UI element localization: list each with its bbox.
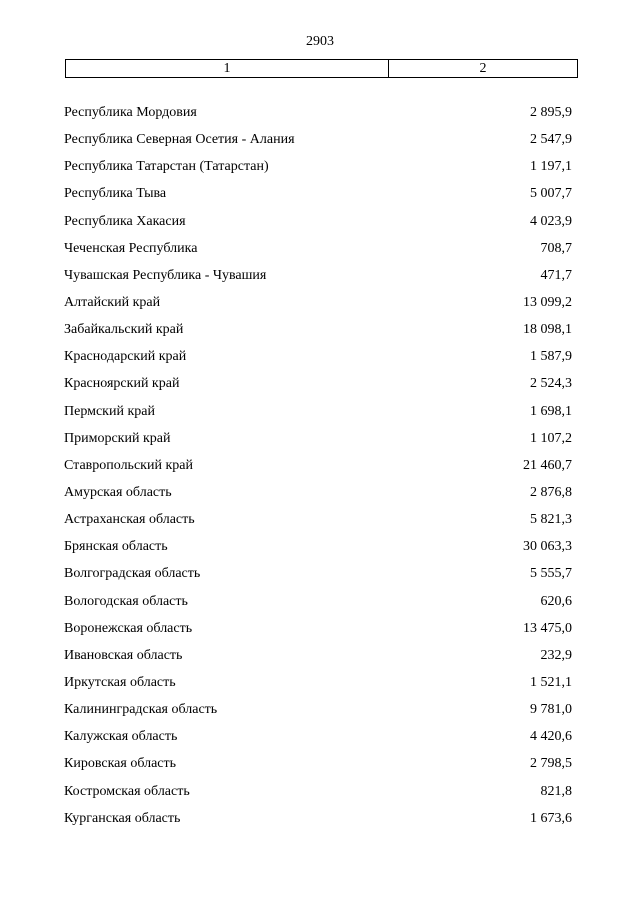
region-name: Чувашская Республика - Чувашия — [64, 267, 267, 283]
region-name: Кировская область — [64, 756, 177, 772]
column-header-2: 2 — [479, 61, 487, 76]
region-name: Воронежская область — [64, 620, 193, 636]
region-value: 708,7 — [540, 240, 572, 256]
region-name: Волгоградская область — [64, 566, 201, 582]
region-name: Курганская область — [64, 810, 181, 826]
table-row — [64, 754, 572, 781]
table-row — [64, 184, 572, 211]
region-name: Калининградская область — [64, 702, 218, 718]
region-name: Республика Хакасия — [64, 213, 186, 229]
region-name: Амурская область — [64, 484, 172, 500]
region-name: Чеченская Республика — [64, 240, 198, 256]
region-value: 2 895,9 — [530, 105, 572, 120]
table-row — [64, 429, 572, 456]
region-name: Алтайский край — [64, 294, 161, 310]
region-name: Иркутская область — [64, 674, 176, 690]
table-row — [64, 157, 572, 184]
region-name: Приморский край — [64, 430, 171, 446]
region-name: Республика Мордовия — [64, 105, 197, 120]
table-row — [64, 483, 572, 510]
region-value: 13 099,2 — [523, 294, 572, 310]
table-row — [64, 782, 572, 809]
column-header-1: 1 — [66, 60, 389, 77]
region-value: 821,8 — [540, 783, 572, 799]
region-name: Вологодская область — [64, 593, 188, 609]
region-name: Республика Тыва — [64, 186, 167, 202]
region-name: Пермский край — [64, 403, 155, 419]
region-value: 1 698,1 — [530, 403, 572, 419]
region-value: 471,7 — [540, 267, 572, 283]
table-row — [64, 212, 572, 239]
table-row — [64, 727, 572, 754]
table-row — [64, 347, 572, 374]
region-value: 1 521,1 — [530, 674, 572, 690]
region-value: 21 460,7 — [523, 457, 572, 473]
region-value: 4 420,6 — [530, 729, 572, 745]
region-value: 30 063,3 — [523, 539, 572, 555]
region-name: Красноярский край — [64, 376, 180, 392]
page-number: 2903 — [306, 34, 334, 49]
region-value: 5 007,7 — [530, 186, 572, 202]
region-name: Ивановская область — [64, 647, 183, 663]
region-value: 1 587,9 — [530, 349, 572, 365]
region-value: 18 098,1 — [523, 322, 572, 338]
table-row — [64, 646, 572, 673]
region-value: 620,6 — [540, 593, 572, 609]
region-value: 2 798,5 — [530, 756, 572, 772]
region-value: 1 107,2 — [530, 430, 572, 446]
region-value: 2 547,9 — [530, 132, 572, 148]
region-name: Астраханская область — [64, 512, 195, 528]
table-row — [64, 537, 572, 564]
table-row — [64, 266, 572, 293]
region-name: Ставропольский край — [64, 457, 193, 473]
table-row — [64, 700, 572, 727]
column-header-table — [65, 59, 578, 78]
table-row — [64, 592, 572, 619]
region-value: 1 673,6 — [530, 810, 572, 826]
region-values-list — [64, 103, 572, 836]
table-row — [64, 809, 572, 836]
region-value: 2 876,8 — [530, 484, 572, 500]
region-name: Брянская область — [64, 539, 168, 555]
table-row — [64, 564, 572, 591]
table-row — [64, 402, 572, 429]
region-name: Калужская область — [64, 729, 178, 745]
region-name: Республика Северная Осетия - Алания — [64, 132, 295, 148]
table-row — [64, 293, 572, 320]
region-name: Краснодарский край — [64, 349, 187, 365]
region-name: Республика Татарстан (Татарстан) — [64, 159, 269, 175]
region-value: 5 555,7 — [530, 566, 572, 582]
region-value: 1 197,1 — [530, 159, 572, 175]
table-row — [64, 239, 572, 266]
table-row — [64, 510, 572, 537]
region-name: Костромская область — [64, 783, 190, 799]
table-row — [64, 673, 572, 700]
region-name: Забайкальский край — [64, 322, 184, 338]
region-value: 9 781,0 — [530, 702, 572, 718]
region-value: 232,9 — [540, 647, 572, 663]
table-row — [64, 320, 572, 347]
table-row — [64, 103, 572, 130]
table-row — [64, 619, 572, 646]
region-value: 13 475,0 — [523, 620, 572, 636]
region-value: 2 524,3 — [530, 376, 572, 392]
table-row — [64, 456, 572, 483]
region-value: 4 023,9 — [530, 213, 572, 229]
region-value: 5 821,3 — [530, 512, 572, 528]
table-row — [64, 130, 572, 157]
table-row — [64, 374, 572, 401]
